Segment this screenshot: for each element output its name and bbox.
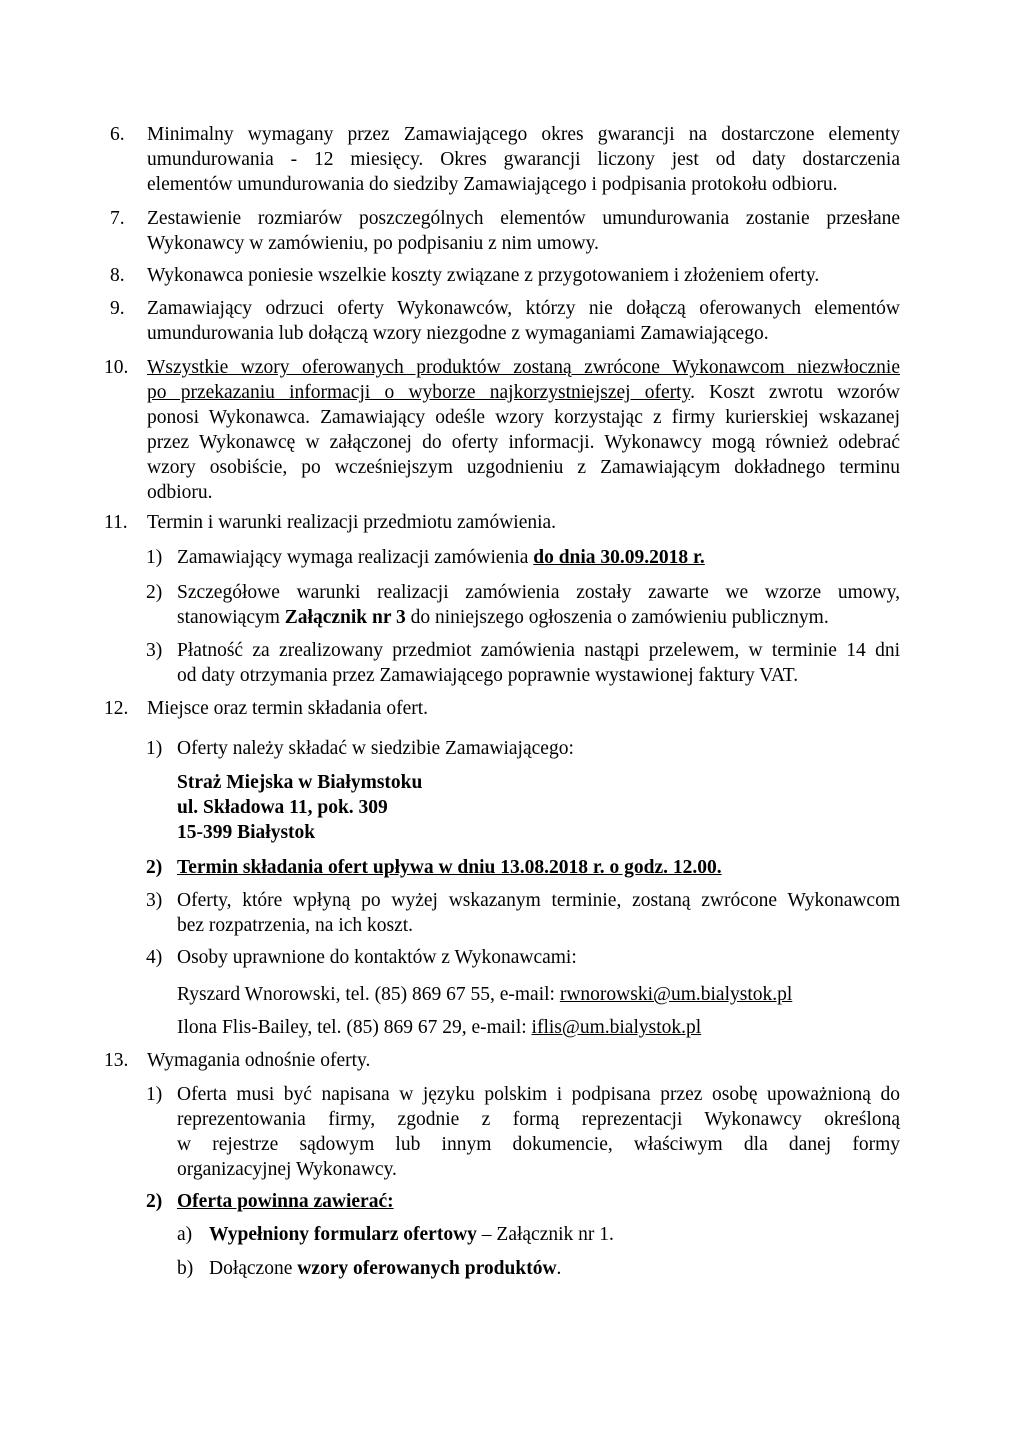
item-letter: a)	[177, 1224, 193, 1245]
item-number: 3)	[146, 640, 163, 661]
section-13-item-1	[146, 1082, 900, 1182]
section-10	[104, 355, 900, 505]
attachment-ref: Załącznik nr 3	[284, 607, 406, 628]
section-11-item-1	[146, 545, 900, 570]
text-span: .	[556, 1258, 562, 1279]
contact-ryszard	[177, 982, 792, 1007]
text-line: odbioru.	[147, 482, 213, 503]
submission-deadline: Termin składania ofert upływa w dniu 13.08.2018 r. o godz. 12.00.	[177, 857, 722, 878]
text-line: Szczegółowe warunki realizacji zamówienia zostały zawarte we wzorze umowy,	[177, 582, 900, 603]
section-12	[104, 696, 900, 721]
section-13-item-2	[146, 1189, 900, 1214]
section-number: 12.	[104, 698, 129, 719]
text-line: wzory osobiście, po wcześniejszym uzgodnieniu z Zamawiającym dokładnego terminu	[147, 457, 900, 478]
item-number: 1)	[146, 1084, 163, 1105]
address-line: Straż Miejska w Białymstoku	[177, 772, 423, 793]
item-number: 2)	[146, 582, 163, 603]
text-line: Osoby uprawnione do kontaktów z Wykonawcami:	[177, 947, 577, 968]
text-line: Oferty, które wpłyną po wyżej wskazanym terminie, zostaną zwrócone Wykonawcom	[177, 890, 900, 911]
text-line: Oferty należy składać w siedzibie Zamawiającego:	[177, 738, 574, 759]
email-link[interactable]: rwnorowski@um.bialystok.pl	[559, 984, 793, 1005]
item-number: 1)	[146, 738, 163, 759]
text-span: stanowiącym	[177, 607, 285, 628]
section-12-item-1	[146, 736, 900, 761]
item-number: 1)	[146, 547, 163, 568]
section-number: 8.	[110, 265, 125, 286]
text-line: organizacyjnej Wykonawcy.	[177, 1159, 397, 1180]
item-letter: b)	[177, 1258, 194, 1279]
contact-ilona	[177, 1015, 701, 1040]
text-line: Wykonawcy w zamówieniu, po podpisaniu z nim umowy.	[147, 233, 599, 254]
text-line: Płatność za zrealizowany przedmiot zamówienia nastąpi przelewem, w terminie 14 dni	[177, 640, 900, 661]
text-line: Zamawiający odrzuci oferty Wykonawców, którzy nie dołączą oferowanych elementów	[147, 298, 900, 319]
deadline-date: do dnia 30.09.2018 r.	[533, 547, 705, 568]
text-span: Dołączone	[209, 1258, 298, 1279]
text-span: . Koszt zwrotu wzorów	[690, 382, 900, 403]
bold-text: Wypełniony formularz ofertowy	[209, 1224, 477, 1245]
offer-item-a	[177, 1222, 897, 1247]
section-number: 6.	[110, 124, 125, 145]
section-heading: Wymagania odnośnie oferty.	[147, 1050, 371, 1071]
item-number: 4)	[146, 947, 163, 968]
contact-text: Ilona Flis-Bailey, tel. (85) 869 67 29, e-mail:	[177, 1017, 532, 1038]
item-number: 2)	[146, 857, 163, 878]
text-line: Wykonawca poniesie wszelkie koszty związane z przygotowaniem i złożeniem oferty.	[147, 265, 820, 286]
section-number: 9.	[110, 298, 125, 319]
section-number: 11.	[104, 512, 128, 533]
text-line: Oferta musi być napisana w języku polskim i podpisana przez osobę upoważnioną do	[177, 1084, 900, 1105]
item-number: 2)	[146, 1191, 163, 1212]
section-8	[110, 263, 900, 288]
section-9	[110, 296, 900, 346]
section-11	[104, 510, 900, 535]
section-number: 13.	[104, 1050, 129, 1071]
address-line: 15-399 Białystok	[177, 822, 316, 843]
section-11-item-3	[146, 638, 900, 688]
section-6	[110, 122, 900, 197]
text-line: Zestawienie rozmiarów poszczególnych elementów umundurowania zostanie przesłane	[147, 208, 900, 229]
bold-text: wzory oferowanych produktów	[297, 1258, 557, 1279]
text-line: Minimalny wymagany przez Zamawiającego okres gwarancji na dostarczone elementy	[147, 124, 900, 145]
text-span: do niniejszego ogłoszenia o zamówieniu publicznym.	[405, 607, 829, 628]
section-12-item-2	[146, 855, 900, 880]
section-number: 7.	[110, 208, 125, 229]
section-heading: Miejsce oraz termin składania ofert.	[147, 698, 429, 719]
section-11-item-2	[146, 580, 900, 630]
offer-item-b	[177, 1256, 897, 1281]
text-line: ponosi Wykonawca. Zamawiający odeśle wzory korzystając z firmy kurierskiej wskazanej	[147, 407, 900, 428]
text-line: reprezentowania firmy, zgodnie z formą reprezentacji Wykonawcy określoną	[177, 1109, 900, 1130]
section-13	[104, 1048, 900, 1073]
section-heading: Termin i warunki realizacji przedmiotu zamówienia.	[147, 512, 557, 533]
underlined-text: po przekazaniu informacji o wyborze najkorzystniejszej oferty	[147, 382, 691, 403]
section-12-item-4	[146, 945, 900, 970]
text-line: umundurowania - 12 miesięcy. Okres gwarancji liczony jest od daty dostarczenia	[147, 149, 900, 170]
underlined-line: Wszystkie wzory oferowanych produktów zostaną zwrócone Wykonawcom niezwłocznie	[147, 357, 900, 378]
text-span: Zamawiający wymaga realizacji zamówienia	[177, 547, 534, 568]
text-span: – Załącznik nr 1.	[476, 1224, 614, 1245]
section-number: 10.	[104, 357, 129, 378]
text-line: elementów umundurowania do siedziby Zamawiającego i podpisania protokołu odbioru.	[147, 174, 838, 195]
contact-text: Ryszard Wnorowski, tel. (85) 869 67 55, e-mail:	[177, 984, 560, 1005]
text-line: przez Wykonawcę w załączonej do oferty informacji. Wykonawcy mogą również odebrać	[147, 432, 900, 453]
section-7	[110, 206, 900, 256]
offer-contents-heading: Oferta powinna zawierać:	[177, 1191, 394, 1212]
email-link[interactable]: iflis@um.bialystok.pl	[531, 1017, 702, 1038]
text-line: od daty otrzymania przez Zamawiającego poprawnie wystawionej faktury VAT.	[177, 665, 799, 686]
text-line: w rejestrze sądowym lub innym dokumencie, właściwym dla danej formy	[177, 1134, 900, 1155]
item-number: 3)	[146, 890, 163, 911]
text-line: umundurowania lub dołączą wzory niezgodne z wymaganiami Zamawiającego.	[147, 323, 769, 344]
address-line: ul. Składowa 11, pok. 309	[177, 797, 388, 818]
section-12-item-3	[146, 888, 900, 938]
text-line: bez rozpatrzenia, na ich koszt.	[177, 915, 414, 936]
